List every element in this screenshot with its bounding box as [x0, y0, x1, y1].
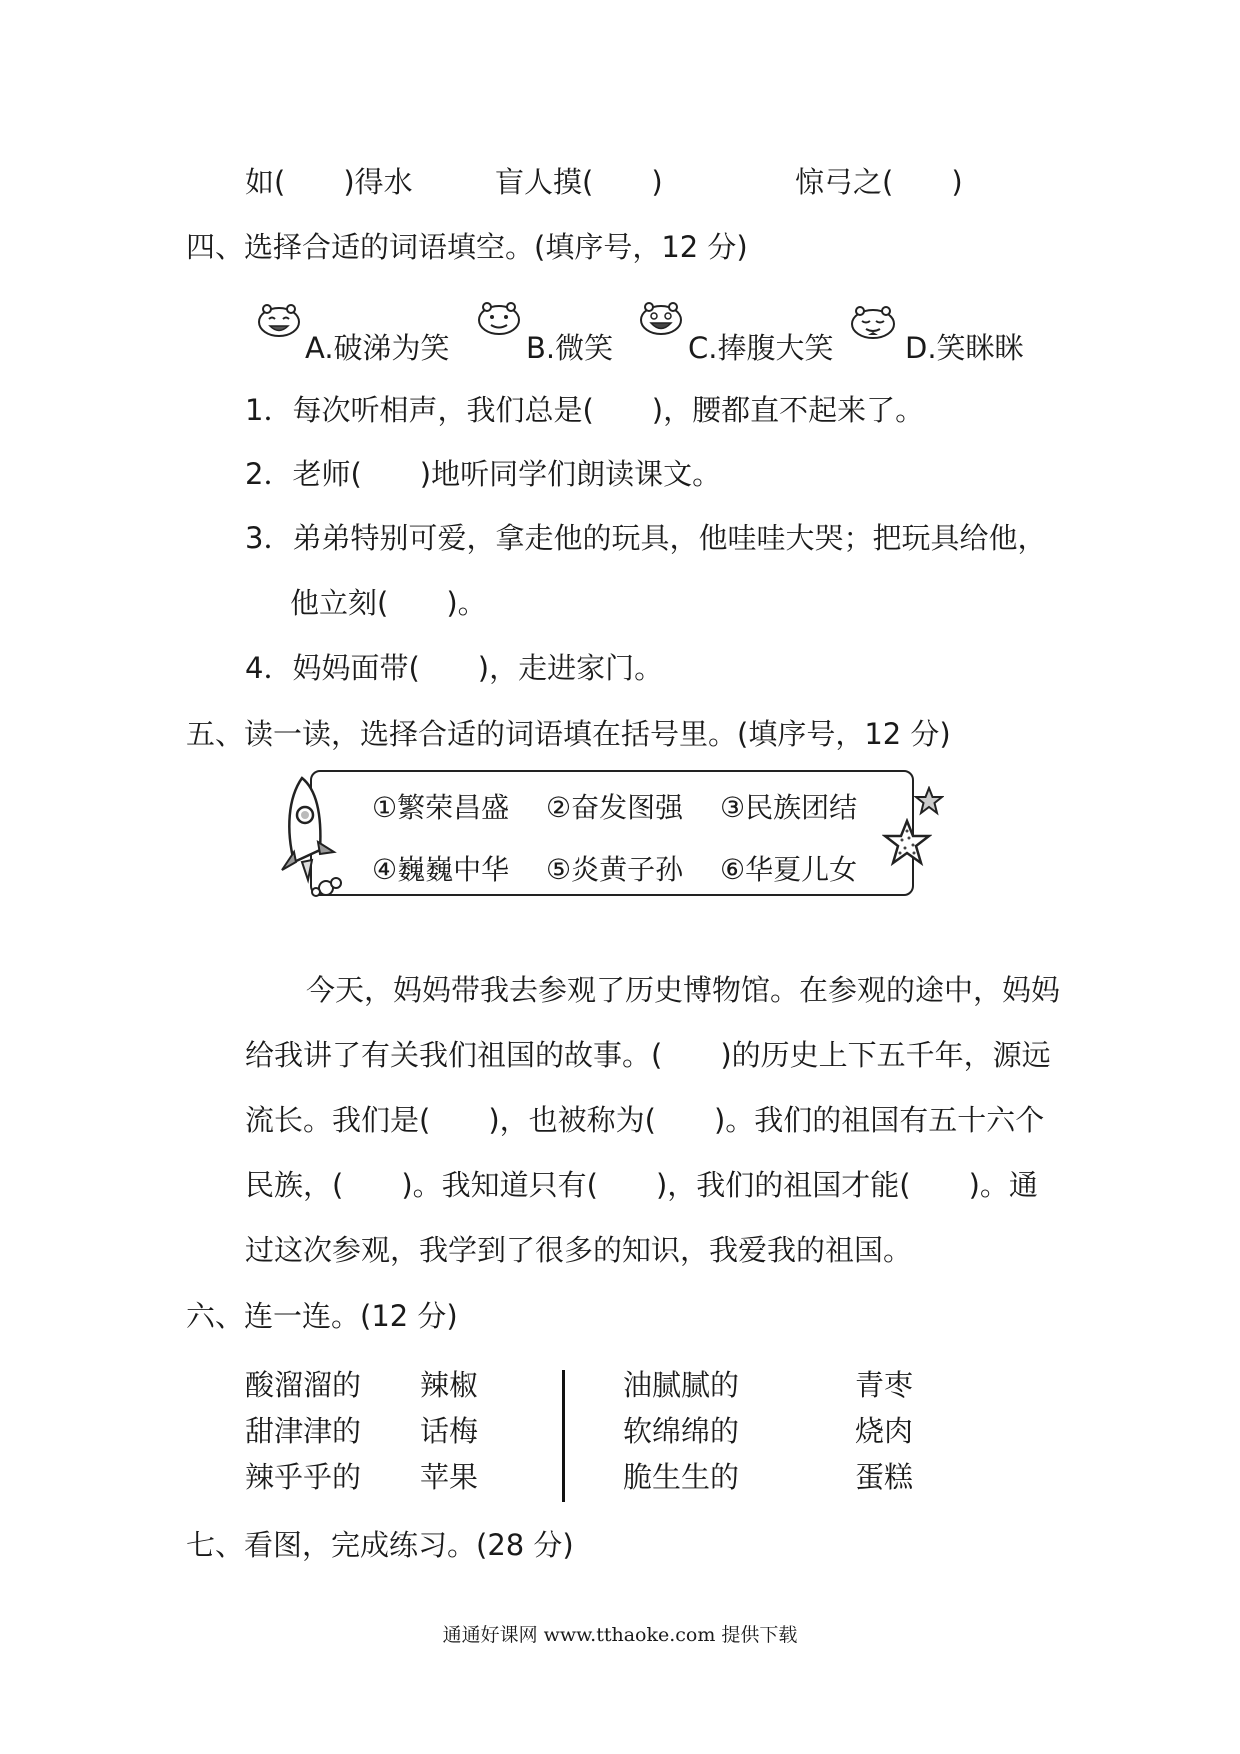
match-right-b-2: 烧肉 [855, 1414, 914, 1448]
word-1: ①繁荣昌盛 [372, 791, 510, 824]
word-bank-row-2 [372, 848, 885, 888]
question-4-1: 1．每次听相声，我们总是( )，腰都直不起来了。 [245, 393, 925, 427]
option-c: C.捧腹大笑 [688, 331, 834, 365]
match-right-a-3: 脆生生的 [623, 1460, 740, 1494]
smiling-face-icon [474, 300, 524, 336]
match-left-a-2: 甜津津的 [245, 1414, 362, 1448]
match-divider [562, 1370, 565, 1502]
word-2: ②奋发图强 [546, 791, 684, 824]
question-4-3-line1: 3．弟弟特别可爱，拿走他的玩具，他哇哇大哭；把玩具给他， [245, 521, 1047, 555]
word-3: ③民族团结 [720, 791, 858, 824]
passage-line-4: 民族，( )。我知道只有( )，我们的祖国才能( )。通 [245, 1168, 1038, 1202]
question-4-2: 2．老师( )地听同学们朗读课文。 [245, 457, 722, 491]
section-7-title: 七、看图，完成练习。(28 分) [186, 1528, 574, 1562]
idiom-item-3: 惊弓之( ) [795, 165, 963, 199]
idiom-item-1: 如( )得水 [245, 165, 413, 199]
match-left-a-3: 辣乎乎的 [245, 1460, 362, 1494]
word-6: ⑥华夏儿女 [720, 853, 858, 886]
page-footer: 通通好课网 www.tthaoke.com 提供下载 [442, 1624, 798, 1646]
grinning-face-icon [636, 300, 686, 336]
word-bank-box [310, 770, 914, 896]
passage-line-2: 给我讲了有关我们祖国的故事。( )的历史上下五千年，源远 [245, 1038, 1051, 1072]
section-6-title: 六、连一连。(12 分) [186, 1299, 458, 1333]
section-4-title: 四、选择合适的词语填空。(填序号，12 分) [186, 230, 748, 264]
match-left-b-2: 话梅 [420, 1414, 479, 1448]
passage-line-5: 过这次参观，我学到了很多的知识，我爱我的祖国。 [245, 1233, 913, 1267]
small-star-icon [914, 786, 944, 816]
question-4-3-line2: 他立刻( )。 [290, 586, 487, 620]
match-right-b-3: 蛋糕 [855, 1460, 914, 1494]
option-d: D.笑眯眯 [905, 331, 1024, 365]
word-5: ⑤炎黄子孙 [546, 853, 684, 886]
idiom-item-2: 盲人摸( ) [495, 165, 663, 199]
rocket-icon [272, 770, 352, 900]
match-left-a-1: 酸溜溜的 [245, 1368, 362, 1402]
squinting-face-icon [848, 304, 898, 340]
passage-line-1: 今天，妈妈带我去参观了历史博物馆。在参观的途中，妈妈 [306, 973, 1061, 1007]
word-bank-row-1 [372, 786, 885, 826]
option-b: B.微笑 [526, 331, 614, 365]
section-5-title: 五、读一读，选择合适的词语填在括号里。(填序号，12 分) [186, 717, 951, 751]
match-left-b-1: 辣椒 [420, 1368, 479, 1402]
match-right-a-2: 软绵绵的 [623, 1414, 740, 1448]
question-4-4: 4．妈妈面带( )，走进家门。 [245, 651, 664, 685]
match-left-b-3: 苹果 [420, 1460, 479, 1494]
passage-line-3: 流长。我们是( )，也被称为( )。我们的祖国有五十六个 [245, 1103, 1045, 1137]
word-4: ④巍巍中华 [372, 853, 510, 886]
large-star-icon [882, 818, 932, 868]
option-a: A.破涕为笑 [305, 331, 450, 365]
match-right-b-1: 青枣 [855, 1368, 914, 1402]
laughing-face-icon [254, 302, 304, 338]
match-right-a-1: 油腻腻的 [623, 1368, 740, 1402]
